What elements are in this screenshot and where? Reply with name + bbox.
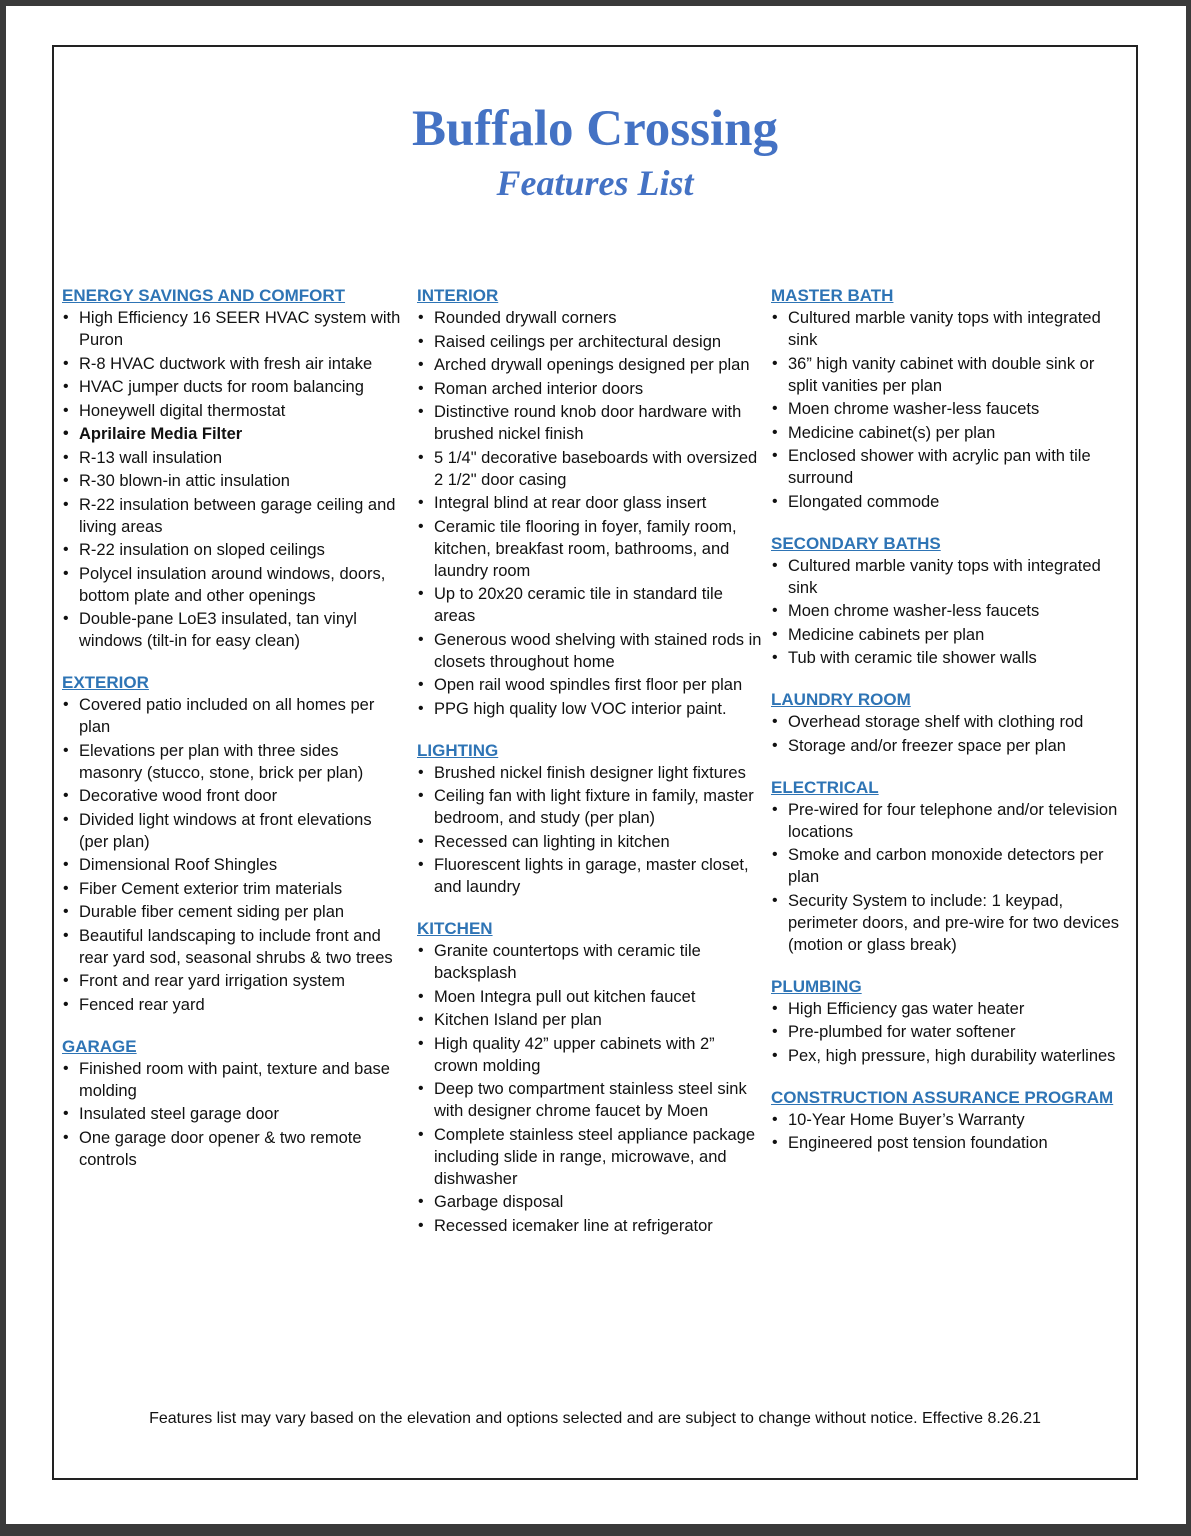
feature-list [62,694,402,1016]
list-item: • Pre-plumbed for water softener [771,1021,1121,1043]
feature-list [417,307,762,720]
section-heading: ELECTRICAL [771,777,879,797]
list-item: • Decorative wood front door [62,785,402,807]
list-item: • PPG high quality low VOC interior paint. [417,698,762,720]
list-item: • Front and rear yard irrigation system [62,970,402,992]
list-item: • Dimensional Roof Shingles [62,854,402,876]
list-item: • Aprilaire Media Filter [62,423,402,445]
section-kitchen [417,918,762,1237]
list-item: • Polycel insulation around windows, doors, bottom plate and other openings [62,563,402,607]
list-item: • Deep two compartment stainless steel sink with designer chrome faucet by Moen [417,1078,762,1122]
list-item: • Elongated commode [771,491,1121,513]
list-item: • R-22 insulation between garage ceiling and living areas [62,494,402,538]
list-item: • R-22 insulation on sloped ceilings [62,539,402,561]
feature-list [771,1109,1121,1155]
list-item: • Rounded drywall corners [417,307,762,329]
list-item: • Cultured marble vanity tops with integrated sink [771,555,1121,599]
section-heading: EXTERIOR [62,673,149,692]
list-item: • Medicine cabinets per plan [771,624,1121,646]
list-item: • Pre-wired for four telephone and/or television locations [771,799,1121,843]
list-item: • Elevations per plan with three sides masonry (stucco, stone, brick per plan) [62,740,402,784]
list-item: • R-30 blown-in attic insulation [62,470,402,492]
section-heading: LAUNDRY ROOM [771,690,911,709]
column-2 [417,285,762,1257]
list-item: • One garage door opener & two remote controls [62,1127,402,1171]
section-heading: CONSTRUCTION ASSURANCE PROGRAM [771,1087,1114,1107]
list-item: • Moen chrome washer-less faucets [771,398,1121,420]
list-item: • 5 1/4" decorative baseboards with oversized 2 1/2" door casing [417,447,762,491]
list-item: • Arched drywall openings designed per plan [417,354,762,376]
list-item: • R-13 wall insulation [62,447,402,469]
section-heading: PLUMBING [771,976,862,996]
section-lighting [417,740,762,899]
list-item: • Complete stainless steel appliance package including slide in range, microwave, and dishwasher [417,1124,762,1190]
section-heading: KITCHEN [417,919,493,938]
list-item: • Generous wood shelving with stained rods in closets throughout home [417,629,762,673]
section-garage [62,1036,402,1171]
list-item: • Distinctive round knob door hardware with brushed nickel finish [417,401,762,445]
list-item: • Enclosed shower with acrylic pan with tile surround [771,445,1121,489]
list-item: • Cultured marble vanity tops with integrated sink [771,307,1121,351]
list-item: • Covered patio included on all homes per plan [62,694,402,738]
list-item: • Moen chrome washer-less faucets [771,600,1121,622]
section-heading: MASTER BATH [771,286,894,305]
list-item: • Pex, high pressure, high durability waterlines [771,1045,1121,1067]
feature-list [771,307,1121,513]
list-item: • Garbage disposal [417,1191,762,1213]
list-item: • Tub with ceramic tile shower walls [771,647,1121,669]
list-item: • Brushed nickel finish designer light fixtures [417,762,762,784]
list-item: • Recessed icemaker line at refrigerator [417,1215,762,1237]
list-item: • Granite countertops with ceramic tile backsplash [417,940,762,984]
list-item: • Overhead storage shelf with clothing rod [771,711,1121,733]
list-item: • Divided light windows at front elevations (per plan) [62,809,402,853]
list-item: • Durable fiber cement siding per plan [62,901,402,923]
list-item: • High Efficiency 16 SEER HVAC system with Puron [62,307,402,351]
section-exterior [62,672,402,1016]
list-item: • Kitchen Island per plan [417,1009,762,1031]
list-item: • 36” high vanity cabinet with double sink or split vanities per plan [771,353,1121,397]
section-plumbing [771,976,1121,1067]
list-item: • Fluorescent lights in garage, master closet, and laundry [417,854,762,898]
features-page [52,45,1138,1480]
section-secondary-baths [771,533,1121,670]
section-master-bath [771,285,1121,513]
list-item: • Ceiling fan with light fixture in family, master bedroom, and study (per plan) [417,785,762,829]
column-3 [771,285,1121,1174]
list-item: • Moen Integra pull out kitchen faucet [417,986,762,1008]
section-heading: INTERIOR [417,286,499,305]
list-item: • Roman arched interior doors [417,378,762,400]
section-heading: SECONDARY BATHS [771,533,941,553]
feature-list [771,799,1121,956]
section-interior [417,285,762,720]
list-item: • Double-pane LoE3 insulated, tan vinyl windows (tilt-in for easy clean) [62,608,402,652]
list-item: • Engineered post tension foundation [771,1132,1121,1154]
list-item: • HVAC jumper ducts for room balancing [62,376,402,398]
list-item: • Recessed can lighting in kitchen [417,831,762,853]
list-item: • Fiber Cement exterior trim materials [62,878,402,900]
section-laundry-room [771,689,1121,757]
list-item: • Beautiful landscaping to include front and rear yard sod, seasonal shrubs & two trees [62,925,402,969]
list-item: • Up to 20x20 ceramic tile in standard tile areas [417,583,762,627]
section-electrical [771,777,1121,956]
list-item: • High Efficiency gas water heater [771,998,1121,1020]
list-item: • R-8 HVAC ductwork with fresh air intake [62,353,402,375]
feature-list [771,998,1121,1067]
list-item: • Honeywell digital thermostat [62,400,402,422]
page-subtitle: Features List [496,163,694,203]
list-item: • 10-Year Home Buyer’s Warranty [771,1109,1121,1131]
section-heading: GARAGE [62,1036,137,1056]
list-item: • Raised ceilings per architectural design [417,331,762,353]
feature-list [417,762,762,899]
list-item: • Medicine cabinet(s) per plan [771,422,1121,444]
section-construction-assurance-program [771,1087,1121,1155]
footer-disclaimer: Features list may vary based on the elevation and options selected and are subject to change without notice. Effective 8.26.21 [149,1410,1041,1427]
feature-list [417,940,762,1237]
list-item: • Storage and/or freezer space per plan [771,735,1121,757]
page-title: Buffalo Crossing [411,101,779,157]
list-item: • Open rail wood spindles first floor per plan [417,674,762,696]
feature-list [771,555,1121,670]
feature-list [771,711,1121,757]
list-item: • Security System to include: 1 keypad, perimeter doors, and pre-wire for two devices (motion or glass break) [771,890,1121,956]
feature-list [62,307,402,652]
section-heading: LIGHTING [417,740,499,760]
list-item: • Integral blind at rear door glass insert [417,492,762,514]
column-1 [62,285,402,1191]
section-heading: ENERGY SAVINGS AND COMFORT [62,286,346,305]
list-item: • Smoke and carbon monoxide detectors per plan [771,844,1121,888]
list-item: • High quality 42” upper cabinets with 2” crown molding [417,1033,762,1077]
section-energy-savings-and-comfort [62,285,402,652]
feature-list [62,1058,402,1171]
list-item: • Ceramic tile flooring in foyer, family room, kitchen, breakfast room, bathrooms, and laundry room [417,516,762,582]
list-item: • Finished room with paint, texture and base molding [62,1058,402,1102]
list-item: • Insulated steel garage door [62,1103,402,1125]
list-item: • Fenced rear yard [62,994,402,1016]
